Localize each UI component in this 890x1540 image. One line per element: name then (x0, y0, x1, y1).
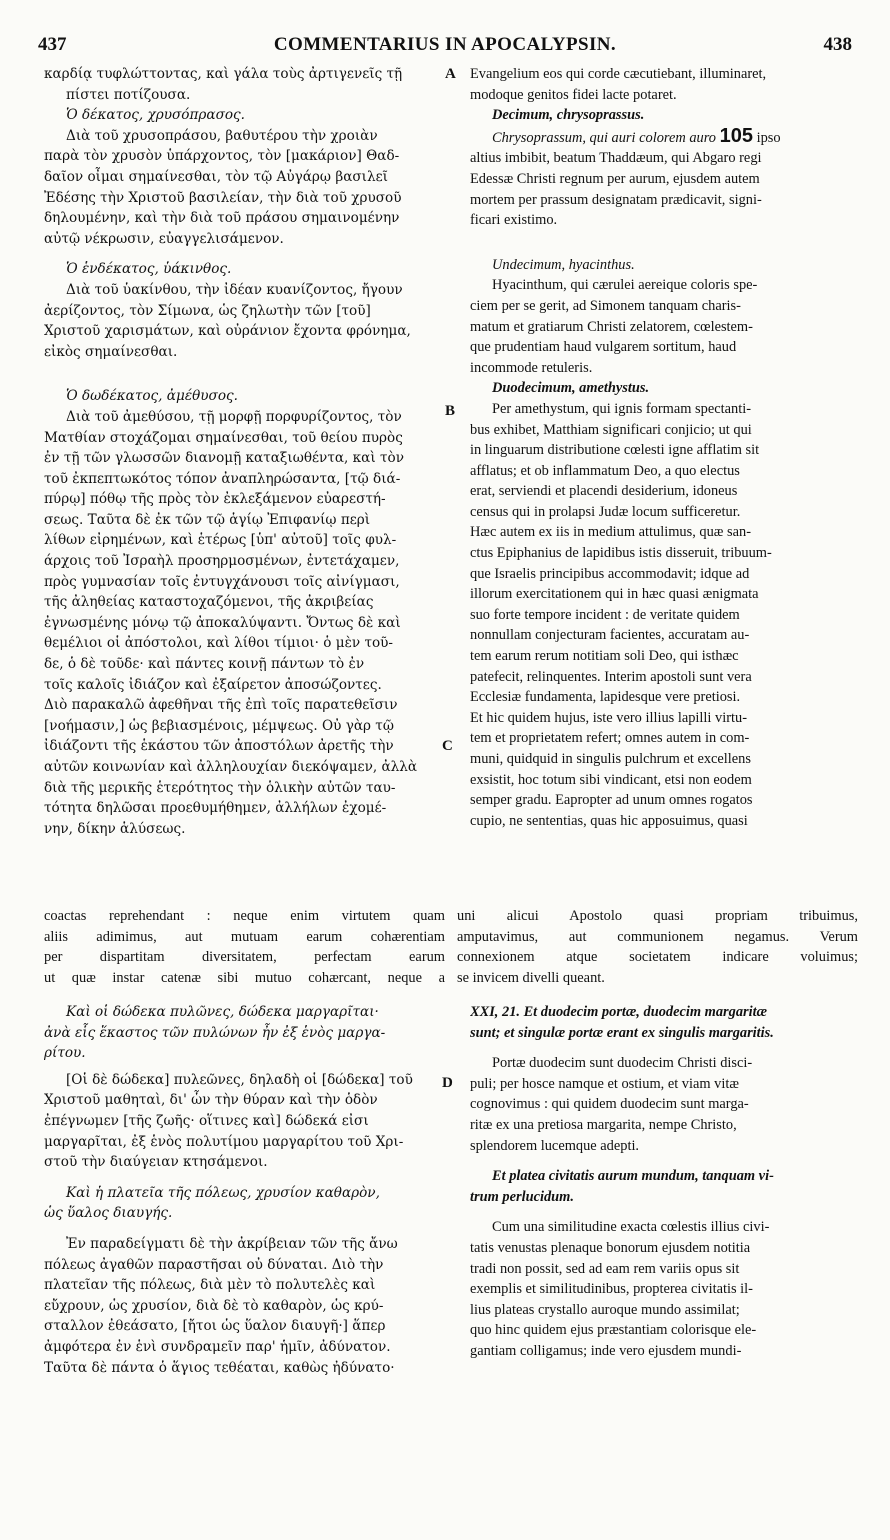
text-line: πόλεως ἀγαθῶν παραστῆσαι οὐ δύναται. Διὸ τὴν (44, 1256, 384, 1273)
text-line: εἰκὸς σημαίνεσθαι. (44, 343, 178, 360)
section-marker-b: B (445, 403, 456, 419)
left-page-number: 437 (38, 34, 67, 55)
section-heading: Undecimum, hyacinthus. (492, 256, 635, 273)
text-span: coactas reprehendant : neque enim virtutem quam (44, 908, 445, 924)
text-line: [Οἱ δὲ δώδεκα] πυλεῶνες, δηλαδὴ οἱ [δώδεκα] τοῦ (66, 1071, 413, 1088)
text-line: δε, ὁ δὲ τοῦδε· καὶ πάντες κοινῇ πάντων τὸ ἐν (44, 656, 365, 673)
text-span: amputavimus, aut communionem negamus. Verum (457, 928, 858, 945)
text-line: tem earum rerum notitiam soli Deo, qui isthæc (470, 648, 739, 665)
verse-lemma: ἀνὰ εἷς ἕκαστος τῶν πυλώνων ἦν ἐξ ἑνὸς μαργα- (44, 1024, 386, 1041)
section-heading: Ὁ δωδέκατος, ἀμέθυσος. (66, 388, 238, 405)
text-line: μαργαρῖται, ἐξ ἑνὸς πολυτίμου μαργαρίτου τοῦ Χρι- (44, 1133, 404, 1150)
text-line: exemplis et similitudinibus, propterea civitatis il- (470, 1281, 753, 1298)
text-line: mortem per prassum designatam prædicavit, signi- (470, 191, 762, 208)
page-header (38, 34, 852, 64)
verse-lemma: Καὶ οἱ δώδεκα πυλῶνες, δώδεκα μαργαρῖται· (66, 1004, 379, 1020)
text-line: muni, quidquid in singulis pulchrum et excellens (470, 751, 751, 767)
section-marker-d: D (442, 1075, 453, 1091)
section-marker-a: A (445, 66, 456, 82)
text-line: Ἐδέσης τὴν Χριστοῦ βασιλείαν, τὴν διὰ τοῦ χρυσοῦ (44, 189, 402, 206)
text-line: Διὰ τοῦ χρυσοπράσου, βαθυτέρου τὴν χροιὰν (66, 127, 378, 144)
text-line: ritæ ex una pretiosa margarita, nempe Christo, (470, 1116, 737, 1133)
latin-column-upper (470, 64, 858, 831)
greek-paragraph (44, 280, 436, 362)
text-line: Et hic quidem hujus, iste vero illius lapilli virtu- (470, 709, 747, 726)
text-line: suo forte tempore incident : de veritate quidem (470, 606, 740, 623)
text-line: Ταῦτα δὲ πάντα ὁ ἅγιος τεθέαται, καθὼς ἠδύνατο· (44, 1359, 395, 1376)
text-line: τότητα δηλῶσαι προεθυμήθημεν, ἀλλήλων ἐχομέ- (44, 800, 387, 817)
text-line: puli; per hosce namque et ostium, et viam vitæ (470, 1075, 739, 1092)
running-title: COMMENTARIUS IN APOCALYPSIN. (273, 34, 617, 55)
text-line (44, 906, 858, 927)
text-line: δαῖον οἶμαι σημαίνεσθαι, τὸν τῷ Αὐγάρῳ βασιλεῖ (44, 168, 388, 185)
text-line: πύρῳ] πόθῳ τῆς πρὸς τὸν ἐκλεξάμενον εὐαρεστή- (44, 491, 386, 508)
verse-lemma: trum perlucidum. (470, 1188, 574, 1205)
full-width-latin-lines (44, 906, 858, 988)
text-line (44, 968, 858, 989)
text-line: ficari existimo. (470, 212, 558, 229)
latin-paragraph (470, 399, 858, 831)
text-line: άρχοις τοῦ Ἰσραὴλ προσηρμοσμένων, ἐντετάχαμεν, (44, 553, 400, 570)
text-line: πίστει ποτίζουσα. (66, 86, 191, 103)
latin-paragraph (470, 126, 858, 231)
text-line: illorum exercitationem qui in hæc quasi ænigmata (470, 586, 759, 603)
column-number: 105 (719, 125, 753, 147)
text-line: ciem per se gerit, ad Simonem tanquam charis- (470, 297, 741, 314)
section-heading: Duodecimum, amethystus. (492, 380, 650, 397)
text-line: καρδίᾳ τυφλώττοντας, καὶ γάλα τοὺς ἀρτιγενεῖς τῇ (44, 66, 403, 82)
text-line: cupio, ne sententias, quas hic apposuimus, quasi (470, 812, 748, 829)
text-span: se invicem divelli queant. (457, 969, 605, 986)
verse-lemma: Καὶ ἡ πλατεῖα τῆς πόλεως, χρυσίον καθαρὸν, (66, 1184, 380, 1201)
text-line (44, 947, 858, 968)
text-line (44, 927, 858, 948)
text-line: ἀερίζοντος, τὸν Σίμωνα, ὡς ζηλωτὴν τῶν [τοῦ] (44, 302, 371, 319)
text-line: [νοήμασιν,] ὡς βεβιασμένοις, μέμψεως. Οὐ γὰρ τῷ (44, 717, 394, 734)
text-span: per dispartitam diversitatem, perfectam earum (44, 949, 445, 966)
text-line: nonnullam conjecturam facientes, accuratam au- (470, 627, 750, 644)
text-line: semper gradu. Eapropter ad unum omnes rogatos (470, 792, 753, 809)
greek-paragraph (44, 1070, 436, 1173)
greek-column-upper (44, 64, 436, 839)
text-line: incommode retuleris. (470, 359, 593, 376)
section-marker-c: C (442, 738, 453, 754)
verse-lemma: sunt; et singulæ portæ erant ex singulis margaritis. (470, 1024, 774, 1041)
text-line: que prudentiam haud vulgarem sortitum, haud (470, 339, 737, 356)
text-line: παρὰ τὸν χρυσὸν ὑπάρχοντος, τὸν [μακάριον] Θαδ- (44, 148, 400, 165)
section-heading: Ὁ δέκατος, χρυσόπρασος. (66, 107, 245, 124)
text-span: aliis adimimus, aut mutuam earum cohærentiam (44, 928, 445, 945)
text-line: ἰδιάζοντι τῆς ἑκάστου τῶν ἀποστόλων ἀρετῆς τὴν (44, 738, 394, 755)
text-line: Ἐν παραδείγματι δὲ τὴν ἀκρίβειαν τῶν τῆς ἄνω (66, 1235, 398, 1252)
greek-paragraph (44, 126, 436, 250)
verse-lemma: ὡς ὕαλος διαυγής. (44, 1205, 173, 1222)
text-line: tatis venustas plenaque bonorum ejusdem notitia (470, 1239, 751, 1256)
text-line: πρὸς γυμνασίαν τοῖς ἐντυγχάνουσι τοῖς αἰνίγμασι, (44, 573, 400, 590)
verse-lemma: Et platea civitatis aurum mundum, tanquam vi- (492, 1168, 774, 1185)
text-line: Χριστοῦ χαρισμάτων, καὶ οὐράνιον ἔχοντα φρόνημα, (44, 323, 411, 340)
text-line: θεμέλιοι οἱ ἀπόστολοι, καὶ λίθοι τίμιοι· ὁ μὲν τοῦ- (44, 635, 394, 652)
text-line: σεως. Ταῦτα δὲ ἐκ τῶν τῷ ἁγίῳ Ἐπιφανίῳ περὶ (44, 511, 371, 528)
text-line: exsistit, hoc totum sibi vindicant, etsi non eodem (470, 771, 752, 788)
text-line: Edessæ Christi regnum per aurum, ejusdem autem (470, 170, 760, 187)
text-line: εὔχρουν, ὡς χρυσίον, διὰ δὲ τὸ καθαρὸν, ὡς κρύ- (44, 1297, 384, 1314)
latin-paragraph (470, 1053, 858, 1156)
text-line: bus exhibet, Matthiam significari conjicio; ut qui (470, 421, 752, 438)
text-line: erat, serviendi et placendi desiderium, idoneus (470, 483, 738, 500)
greek-paragraph (44, 64, 436, 105)
text-line: ἐν τῇ τῶν γλωσσῶν διανομῇ καταξιωθέντα, καὶ τὸν (44, 450, 404, 467)
text-line: σταλλον ἐθεάσατο, [ἤτοι ὡς ὕαλον διαυγῆ·] ἅπερ (44, 1318, 386, 1335)
text-span: connexionem atque societatem indicare voluimus; (457, 949, 858, 966)
text-line: Διὰ τοῦ ἀμεθύσου, τῇ μορφῇ πορφυρίζοντος, τὸν (66, 408, 402, 425)
text-line: νην, δίκην ἁλύσεως. (44, 820, 186, 837)
text-line: πλατεῖαν τῆς πόλεως, διὰ μὲν τὸ πολυτελὲς καὶ (44, 1277, 376, 1294)
text-line: αὐτῶν κοινωνίαν καὶ ἀλληλουχίαν διεκόψαμεν, ἀλλὰ (44, 759, 418, 775)
text-line: lius plateas crystallo auroque mundo assimilat; (470, 1301, 740, 1318)
text-line: gantiam colligamus; inde vero ejusdem mundi- (470, 1342, 742, 1359)
text-line: Ματθίαν στοχάζομαι σημαίνεσθαι, τοῦ θείου πυρὸς (44, 429, 403, 446)
verse-lemma: ρίτου. (44, 1045, 86, 1062)
text-span: XXI, 21. Et duodecim portæ, duodecim margaritæ (470, 1004, 768, 1020)
text-line (470, 126, 858, 149)
latin-column-lower (470, 1002, 858, 1362)
text-line: Διὰ τοῦ ὑακίνθου, τὴν ἰδέαν κυανίζοντος, ἤγουν (66, 281, 403, 298)
text-line: Cum una similitudine exacta cœlestis illius civi- (492, 1219, 770, 1236)
text-line: Evangelium eos qui corde cæcutiebant, illuminaret, (470, 66, 767, 82)
text-line: Ecclesiæ fundamenta, lapidesque vere pretiosi. (470, 689, 741, 706)
text-line: in linguarum distributione cœlesti igne afflatim sit (470, 442, 760, 459)
text-line: στοῦ τὴν διαύγειαν κτησάμενοι. (44, 1154, 268, 1171)
text-line: Portæ duodecim sunt duodecim Christi disci- (492, 1055, 753, 1072)
text-line: Per amethystum, qui ignis formam spectanti- (492, 400, 751, 417)
latin-paragraph (470, 64, 858, 105)
right-page-number: 438 (823, 34, 852, 55)
text-span: ipso (752, 129, 781, 146)
text-line: τοῖς καλοῖς ἰδιάζον καὶ ἐξαίρετον ἀποσώζοντες. (44, 676, 382, 693)
latin-paragraph (470, 275, 858, 378)
text-line: census qui in prolapsi Judæ locum sufficeretur. (470, 503, 741, 520)
text-line: τῆς ἀληθείας καταστοχαζόμενοι, τῆς ἀκριβείας (44, 594, 374, 611)
text-line: ctus Epiphanius de lapidibus istis disseruit, tribuum- (470, 545, 772, 562)
text-line: modoque genitos fidei lacte potaret. (470, 86, 677, 103)
text-line: Hyacinthum, qui cærulei aereique coloris spe- (492, 277, 758, 294)
text-line: τοῦ ἐκπεπτωκότος τόπον ἀναπληρώσαντα, [τῷ διά- (44, 470, 401, 487)
section-heading: Ὁ ἑνδέκατος, ὑάκινθος. (66, 261, 232, 278)
text-line: διὰ τῆς μερικῆς ἑτερότητος τὴν ὁλικὴν αὐτῶν ταυ- (44, 779, 396, 796)
text-line: patefecit, relinquentes. Interim apostoli sunt vera (470, 668, 752, 685)
text-line: cognovimus : qui quidem duodecim sunt marga- (470, 1096, 749, 1113)
text-line: Διὸ παρακαλῶ ἀφεθῆναι τῆς ἐπὶ τοῖς παρατεθεῖσιν (44, 697, 398, 714)
greek-column-lower (44, 1002, 436, 1378)
text-line: tem et proprietatem refert; omnes autem in com- (470, 730, 750, 747)
text-line: quo hinc quidem ejus præstantiam colorisque ele- (470, 1322, 757, 1339)
greek-paragraph (44, 1234, 436, 1378)
greek-paragraph (44, 407, 436, 839)
verse-lemma (470, 1002, 858, 1023)
text-line: Χριστοῦ μαθηταὶ, δι' ὧν τὴν θύραν καὶ τὴν ὁδὸν (44, 1092, 378, 1109)
text-line: afflatus; et ob inflammatum Deo, a quo electus (470, 462, 740, 479)
text-line: ἐπέγνωμεν [τῆς ζωῆς· οἵτινες καὶ] δώδεκά εἰσι (44, 1112, 369, 1129)
text-line: matum et gratiarum Christi zelatorem, cœlestem- (470, 318, 753, 335)
text-line: δηλουμένην, καὶ τὴν διὰ τοῦ πράσου σημαινομένην (44, 210, 400, 227)
text-line: ἀμφότερα ἐν ἑνὶ συνδραμεῖν παρ' ἡμῖν, ἀδύνατον. (44, 1338, 391, 1355)
text-line: ἐγνωσμένης μόνῳ τῷ ἀποκαλύψαντι. Ὄντως δὲ καὶ (44, 614, 401, 631)
text-line: αὐτῷ νέκρωσιν, εὐαγγελισάμενον. (44, 230, 284, 247)
text-line: Hæc autem ex iis in medium attulimus, quæ san- (470, 524, 751, 541)
text-line: splendorem lucemque adepti. (470, 1137, 640, 1154)
text-span: Chrysoprassum, qui auri colorem auro (492, 129, 716, 146)
text-span: uni alicui Apostolo quasi propriam tribuimus, (457, 908, 858, 924)
text-line: altius imbibit, beatum Thaddæum, qui Abgaro regi (470, 150, 762, 167)
text-line: λίθων εἰρημένων, καὶ ἑτέρως [ὑπ' αὐτοῦ] τοῖς φυλ- (44, 532, 397, 549)
text-line: tradi non possit, sed ad eam rem variis opus sit (470, 1260, 740, 1277)
section-heading: Decimum, chrysoprassus. (492, 107, 645, 124)
latin-paragraph (470, 1217, 858, 1361)
text-span: ut quæ instar catenæ sibi mutuo cohærcant, neque a (44, 969, 445, 986)
text-line: que Israelis principibus accommodavit; idque ad (470, 565, 750, 582)
